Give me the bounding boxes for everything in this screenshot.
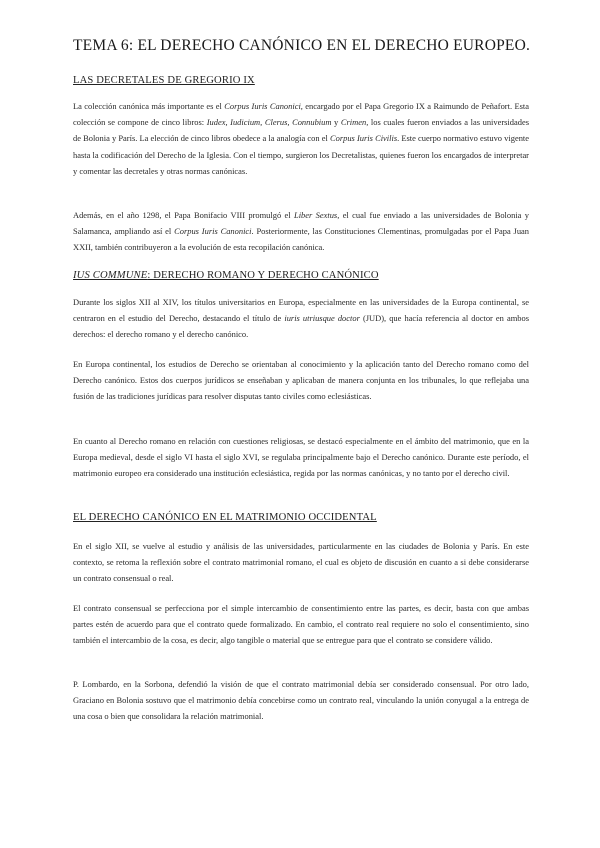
section-heading-decretales: LAS DECRETALES DE GREGORIO IX [73,75,255,86]
paragraph: Además, en el año 1298, el Papa Bonifacio VIII promulgó el Liber Sextus, el cual fue enviado a las universidades de Bolonia y Salamanca, ampliando así el Corpus Iuris Canonici. Posteriormente, las Constituciones Clementinas, promulgadas por el Papa Juan XXII, también contribuyeron a la evolución de esta recopilación canónica. [73,210,530,253]
section-heading-matrimonio: EL DERECHO CANÓNICO EN EL MATRIMONIO OCCIDENTAL [73,512,377,523]
paragraph: La colección canónica más importante es el Corpus Iuris Canonici, encargado por el Papa Gregorio IX a Raimundo de Peñafort. Esta colección se compone de cinco libros: Iudex, Iudicium, Clerus, Connubium y Crimen, los cuales fueron enviados a las universidades de Bolonia y París. La elección de cinco libros obedece a la analogía con el Corpus Iuris Civilis. Este cuerpo normativo estuvo vigente hasta la codificación del Derecho de la Iglesia. Con el tiempo, surgieron los Decretalistas, quienes fueron los encargados de interpretar y comentar las decretales y otras normas canónicas. [73,101,530,176]
document-title: TEMA 6: EL DERECHO CANÓNICO EN EL DERECHO EUROPEO. [73,37,531,54]
paragraph: En cuanto al Derecho romano en relación con cuestiones religiosas, se destacó especialmente en el ámbito del matrimonio, que en la Europa medieval, desde el siglo VI hasta el siglo XVI, se regulaba principalmente bajo el Derecho canónico. Durante este período, el matrimonio europeo era considerado una institución eclesiástica, regida por las normas canónicas, y no tanto por el derecho civil. [73,436,529,479]
section-heading-ius-commune: IUS COMMUNE: DERECHO ROMANO Y DERECHO CANÓNICO [73,270,379,281]
paragraph: En Europa continental, los estudios de Derecho se orientaban al conocimiento y la aplicación tanto del Derecho romano como del Derecho canónico. Estos dos cuerpos jurídicos se enseñaban y aplicaban de manera conjunta en los tribunales, lo que reflejaba una fusión de las tradiciones jurídicas para resolver disputas tanto civiles como eclesiásticas. [73,359,529,402]
paragraph: En el siglo XII, se vuelve al estudio y análisis de las universidades, particularmente en las ciudades de Bolonia y París. En este contexto, se retoma la reflexión sobre el contrato matrimonial romano, el cual es objeto de discusión en cuanto a si debe considerarse un contrato consensual o real. [73,541,529,584]
paragraph: P. Lombardo, en la Sorbona, defendió la visión de que el contrato matrimonial debía ser considerado consensual. Por otro lado, Graciano en Bolonia sostuvo que el matrimonio debía concebirse como un contrato real, vinculando la unión conyugal a la entrega de una cosa o bien que consolidara la relación matrimonial. [73,679,529,722]
paragraph: El contrato consensual se perfecciona por el simple intercambio de consentimiento entre las partes, es decir, basta con que ambas partes estén de acuerdo para que el contrato quede formalizado. En cambio, el contrato real requiere no solo el consentimiento, sino también el intercambio de la cosa, es decir, algo tangible o material que se entregue para que el contrato se considere válido. [73,603,529,646]
paragraph: Durante los siglos XII al XIV, los títulos universitarios en Europa, especialmente en las universidades de la Europa continental, se centraron en el estudio del Derecho, destacando el título de iuris utriusque doctor (JUD), que hacía referencia al doctor en ambos derechos: el derecho romano y el derecho canónico. [73,297,529,340]
